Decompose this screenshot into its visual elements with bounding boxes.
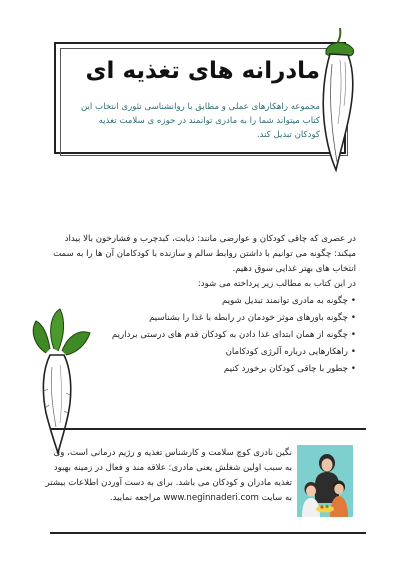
- author-bio: نگین نادری کوچ سلامت و کارشناس تغذیه و رژیم درمانی است، وی به سبب اولین شغلش یعنی مادری: علاقه مند و فعال در زمینه بهبود تغذیه مادران و کودکان می باشد. برای به دست آوردن اطلاعات بیشتر به سایت www.neginnaderi.com مراجعه نمایید.: [45, 448, 292, 503]
- radish-icon: [24, 305, 96, 455]
- page-subtitle: مجموعه راهکارهای عملی و مطابق با روانشناسی تئوری انتخاب این کتاب میتواند شما را به مادری توانمند در حوزه ی سلامت تغذیه کودکان تبدیل کند.: [80, 102, 320, 140]
- header-box: [54, 42, 346, 154]
- chili-pepper-icon: [310, 24, 370, 174]
- list-item: • چگونه باورهای موثر خودمان در رابطه با غذا را بشناسیم: [44, 310, 356, 327]
- page-title: مادرانه های تغذیه ای: [85, 58, 320, 84]
- author-family-photo: [297, 445, 353, 517]
- list-item: • چگونه از همان ابتدای غذا دادن به کودکان قدم های درستی برداریم: [44, 327, 356, 344]
- topics-lead: در این کتاب به مطالب زیر پرداخته می شود:: [197, 279, 356, 289]
- intro-paragraph: در عصری که چاقی کودکان و عوارضی مانند: دیابت، کبدچرب و فشارخون بالا بیداد میکند: چگونه می توانیم با داشتن روابط سالم و سازنده با کودکامان آن ها را به سمت انتخاب های بهتر غذایی سوق دهیم.: [53, 234, 356, 274]
- list-item: • چگونه به مادری توانمند تبدیل شویم: [44, 293, 356, 310]
- list-item: • راهکارهایی درباره آلرژی کودکامان: [44, 344, 356, 361]
- divider-top: [50, 428, 366, 430]
- divider-bottom: [50, 532, 366, 534]
- list-item: • چطور با چاقی کودکان برخورد کنیم: [44, 361, 356, 378]
